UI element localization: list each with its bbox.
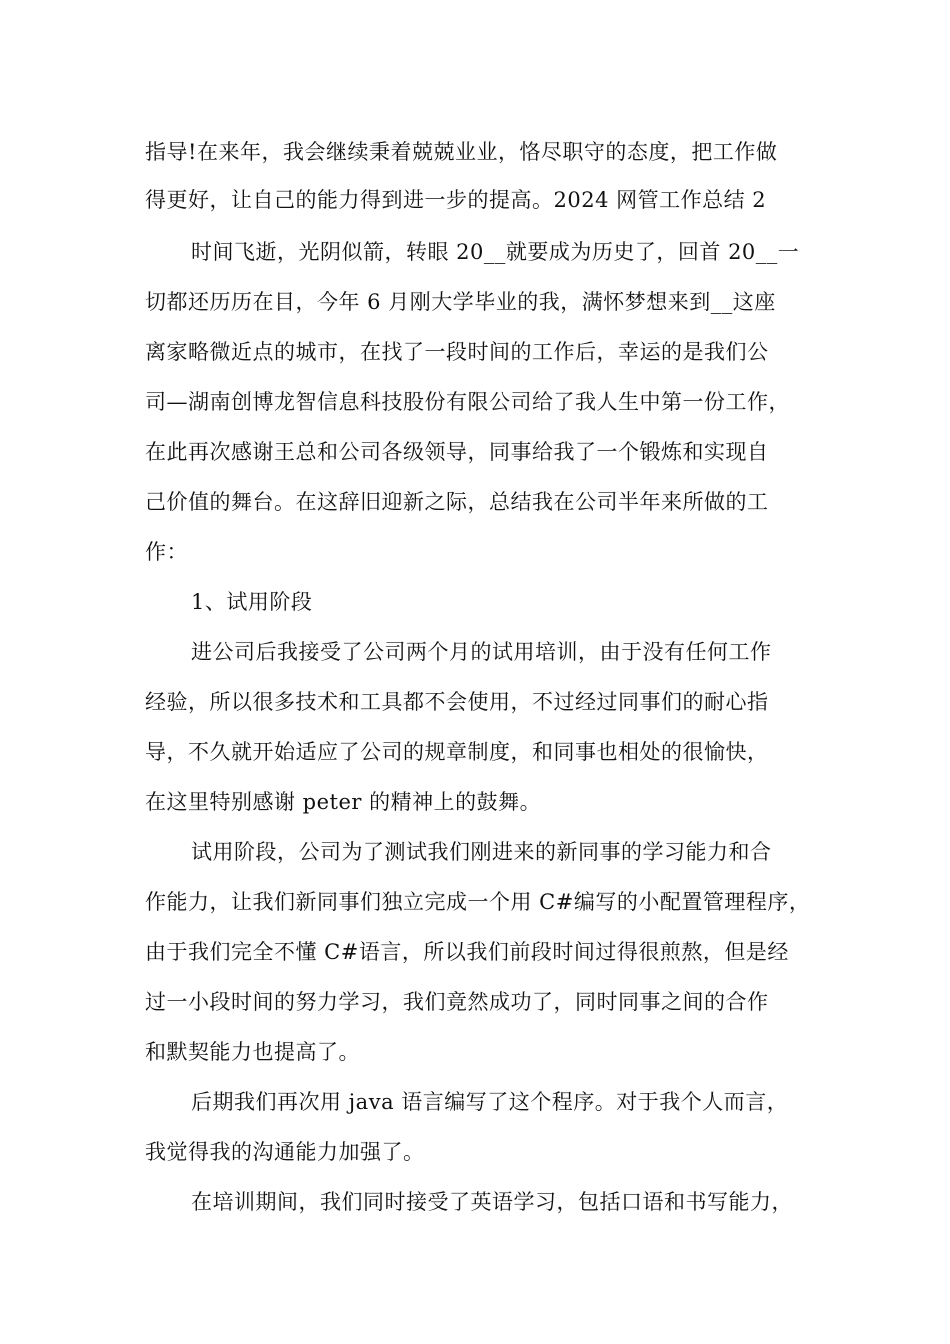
text-line: 离家略微近点的城市，在找了一段时间的工作后，幸运的是我们公	[145, 340, 769, 364]
text-line: 导，不久就开始适应了公司的规章制度，和同事也相处的很愉快，	[145, 740, 769, 764]
text-line: 后期我们再次用 java 语言编写了这个程序。对于我个人而言，	[191, 1090, 789, 1114]
text-line: 得更好，让自己的能力得到进一步的提高。2024 网管工作总结 2	[145, 188, 767, 212]
text-line: 试用阶段，公司为了测试我们刚进来的新同事的学习能力和合	[191, 840, 772, 864]
text-line: 作能力，让我们新同事们独立完成一个用 C#编写的小配置管理程序，	[145, 890, 811, 914]
text-line: 在这里特别感谢 peter 的精神上的鼓舞。	[145, 790, 542, 814]
section-heading: 1、试用阶段	[191, 590, 313, 614]
text-line: 和默契能力也提高了。	[145, 1040, 360, 1064]
text-line: 己价值的舞台。在这辞旧迎新之际，总结我在公司半年来所做的工	[145, 490, 769, 514]
text-line: 进公司后我接受了公司两个月的试用培训，由于没有任何工作	[191, 640, 772, 664]
text-line: 作：	[145, 540, 188, 564]
text-line: 在此再次感谢王总和公司各级领导，同事给我了一个锻炼和实现自	[145, 440, 769, 464]
text-line: 切都还历历在目，今年 6 月刚大学毕业的我，满怀梦想来到__这座	[145, 290, 776, 314]
text-line: 由于我们完全不懂 C#语言，所以我们前段时间过得很煎熬，但是经	[145, 940, 789, 964]
text-line: 时间飞逝，光阴似箭，转眼 20__就要成为历史了，回首 20__一	[191, 240, 800, 264]
text-line: 经验，所以很多技术和工具都不会使用，不过经过同事们的耐心指	[145, 690, 769, 714]
text-line: 过一小段时间的努力学习，我们竟然成功了，同时同事之间的合作	[145, 990, 769, 1014]
text-line: 司—湖南创博龙智信息科技股份有限公司给了我人生中第一份工作，	[145, 390, 790, 414]
text-line: 在培训期间，我们同时接受了英语学习，包括口语和书写能力，	[191, 1190, 793, 1214]
text-line: 指导!在来年，我会继续秉着兢兢业业，恪尽职守的态度，把工作做	[145, 140, 778, 164]
text-line: 我觉得我的沟通能力加强了。	[145, 1140, 425, 1164]
